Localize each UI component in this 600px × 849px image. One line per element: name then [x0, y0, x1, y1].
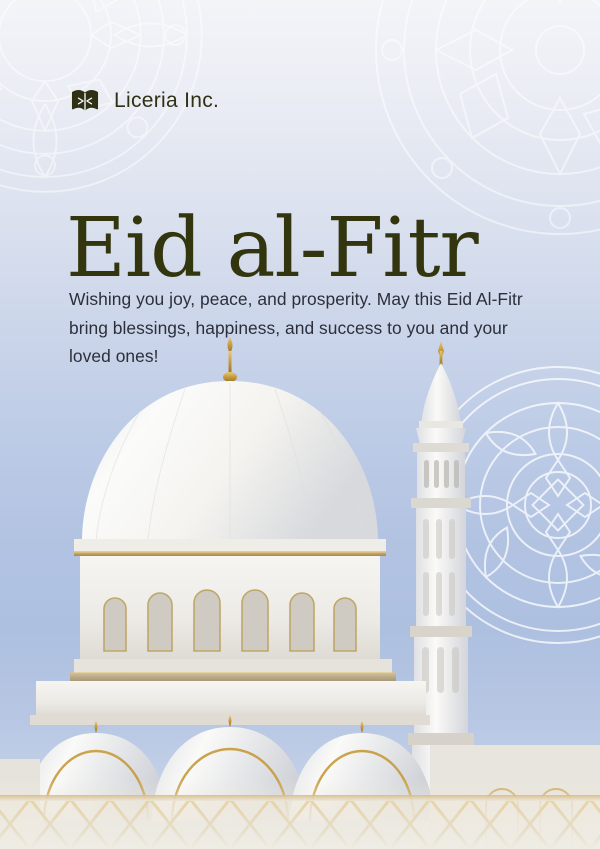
- greeting-message: Wishing you joy, peace, and prosperity. May this Eid Al-Fitr bring blessings, happiness, and success to you and your loved ones!: [69, 289, 523, 366]
- brand-lockup: [70, 86, 219, 116]
- page-title: Eid al-Fitr: [66, 200, 478, 296]
- quran-book-icon: [70, 86, 100, 116]
- mosque-dome-minaret-illustration: [0, 329, 600, 849]
- brand-name: Liceria Inc.: [114, 89, 220, 112]
